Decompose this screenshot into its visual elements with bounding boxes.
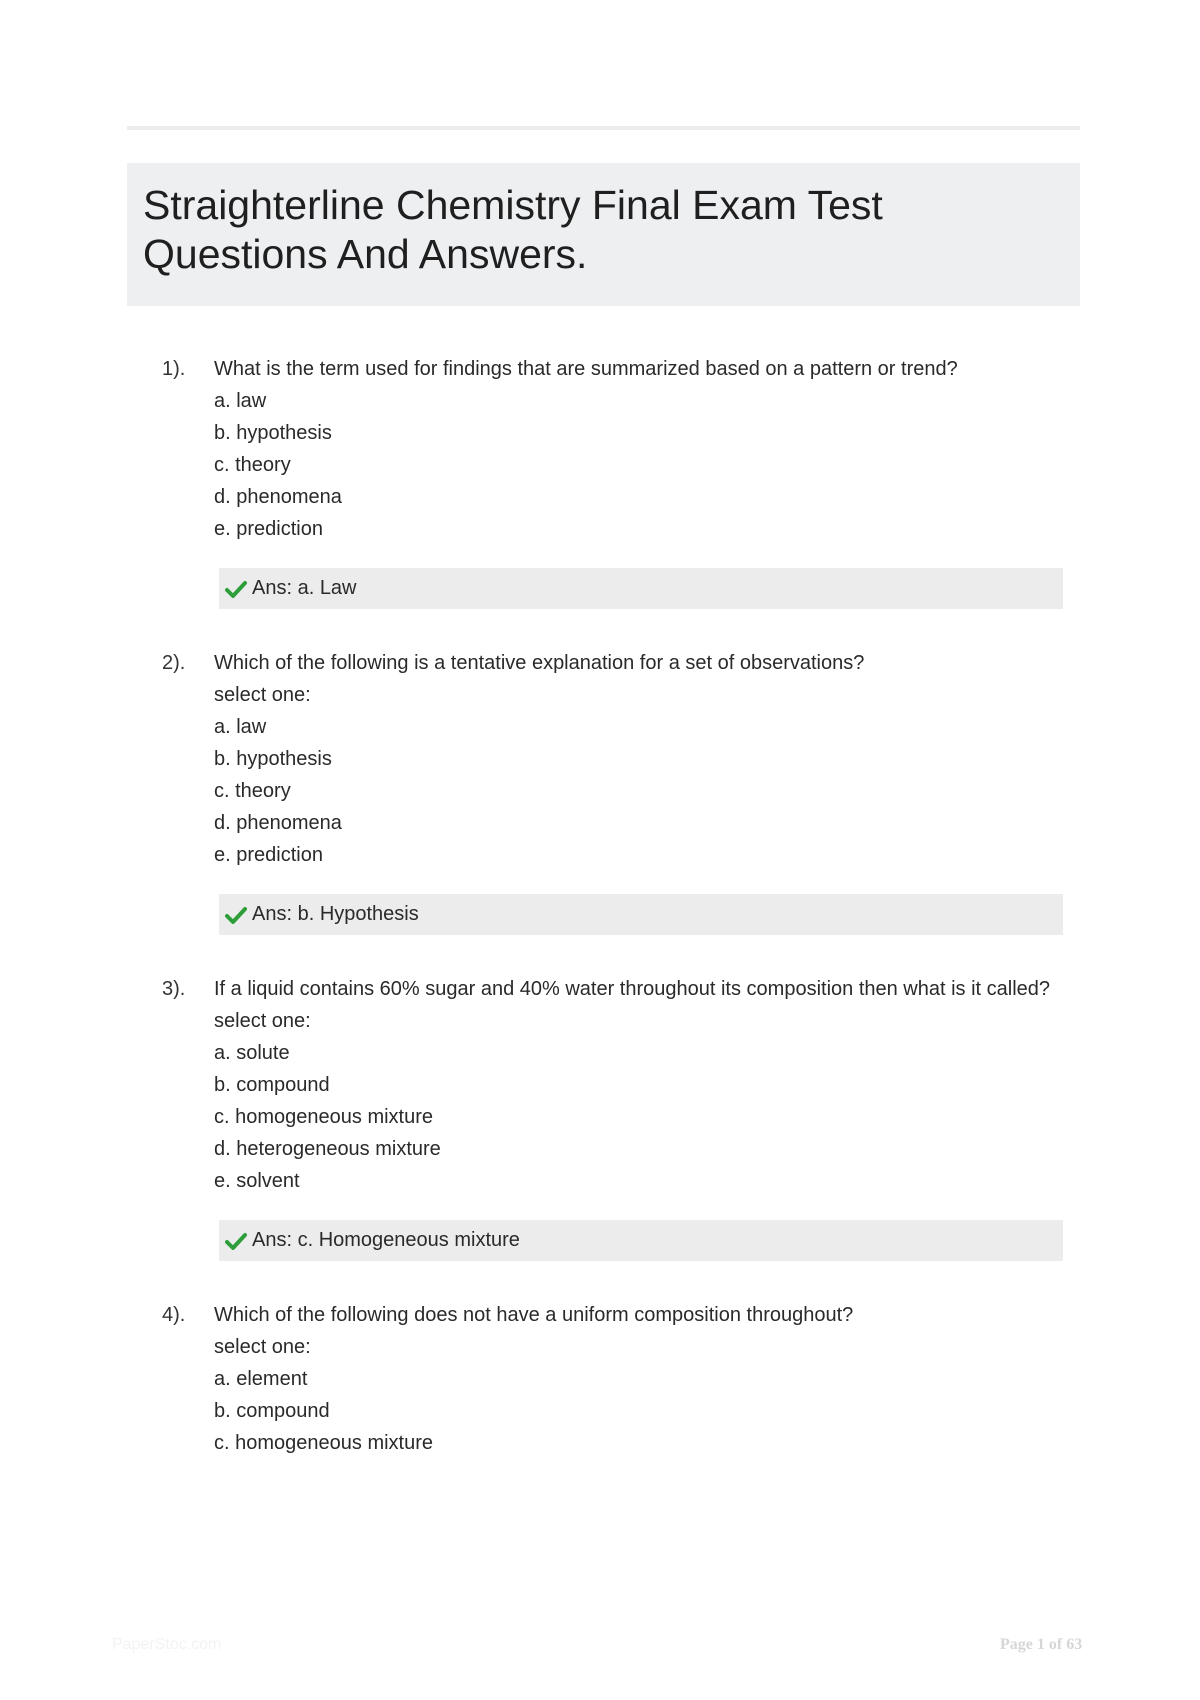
- answer-option: e. solvent: [214, 1170, 300, 1192]
- select-one-label: select one:: [214, 1336, 311, 1358]
- checkmark-icon: [225, 579, 247, 599]
- question-number: 2).: [162, 652, 186, 674]
- footer-watermark: PaperStoc.com: [112, 1636, 222, 1653]
- answer-text: Ans: a. Law: [252, 577, 357, 599]
- answer-option: a. element: [214, 1368, 308, 1390]
- answer-text: Ans: b. Hypothesis: [252, 903, 419, 925]
- answer-box: [219, 568, 1063, 609]
- answer-option: b. compound: [214, 1074, 330, 1096]
- answer-option: d. heterogeneous mixture: [214, 1138, 441, 1160]
- question-body: [214, 1299, 1064, 1459]
- question-body: [214, 647, 1064, 871]
- question-number: 4).: [162, 1304, 186, 1326]
- select-one-label: select one:: [214, 684, 311, 706]
- answer-option: c. homogeneous mixture: [214, 1106, 434, 1128]
- answer-option: b. compound: [214, 1400, 330, 1422]
- checkmark-icon: [225, 1231, 247, 1251]
- answer-option: e. prediction: [214, 844, 323, 866]
- document-title: Straighterline Chemistry Final Exam Test Questions And Answers.: [143, 182, 883, 277]
- answer-option: c. theory: [214, 780, 291, 802]
- question-item: [0, 973, 1200, 1261]
- answer-option: a. law: [214, 716, 267, 738]
- answer-option: b. hypothesis: [214, 422, 332, 444]
- question-text: Which of the following is a tentative explanation for a set of observations?: [214, 652, 865, 674]
- top-divider: [127, 126, 1080, 130]
- answer-option: c. homogeneous mixture: [214, 1432, 434, 1454]
- question-number: 1).: [162, 358, 186, 380]
- answer-option: c. theory: [214, 454, 291, 476]
- question-text: Which of the following does not have a uniform composition throughout?: [214, 1304, 854, 1326]
- question-text: If a liquid contains 60% sugar and 40% water throughout its composition then what is it called?: [214, 978, 1051, 1000]
- answer-option: b. hypothesis: [214, 748, 332, 770]
- answer-box: [219, 1220, 1063, 1261]
- question-text: What is the term used for findings that are summarized based on a pattern or trend?: [214, 358, 958, 380]
- answer-option: a. law: [214, 390, 267, 412]
- question-body: [214, 973, 1064, 1197]
- question-number: 3).: [162, 978, 186, 1000]
- question-item: [0, 353, 1200, 609]
- answer-option: d. phenomena: [214, 812, 342, 834]
- question-item: [0, 647, 1200, 935]
- title-banner: [127, 163, 1080, 306]
- checkmark-icon: [225, 905, 247, 925]
- question-list: [0, 353, 1200, 1497]
- select-one-label: select one:: [214, 1010, 311, 1032]
- answer-box: [219, 894, 1063, 935]
- answer-option: e. prediction: [214, 518, 323, 540]
- answer-text: Ans: c. Homogeneous mixture: [252, 1229, 520, 1251]
- answer-option: d. phenomena: [214, 486, 342, 508]
- question-item: [0, 1299, 1200, 1459]
- page-number: Page 1 of 63: [1000, 1636, 1083, 1653]
- question-body: [214, 353, 1064, 545]
- answer-option: a. solute: [214, 1042, 290, 1064]
